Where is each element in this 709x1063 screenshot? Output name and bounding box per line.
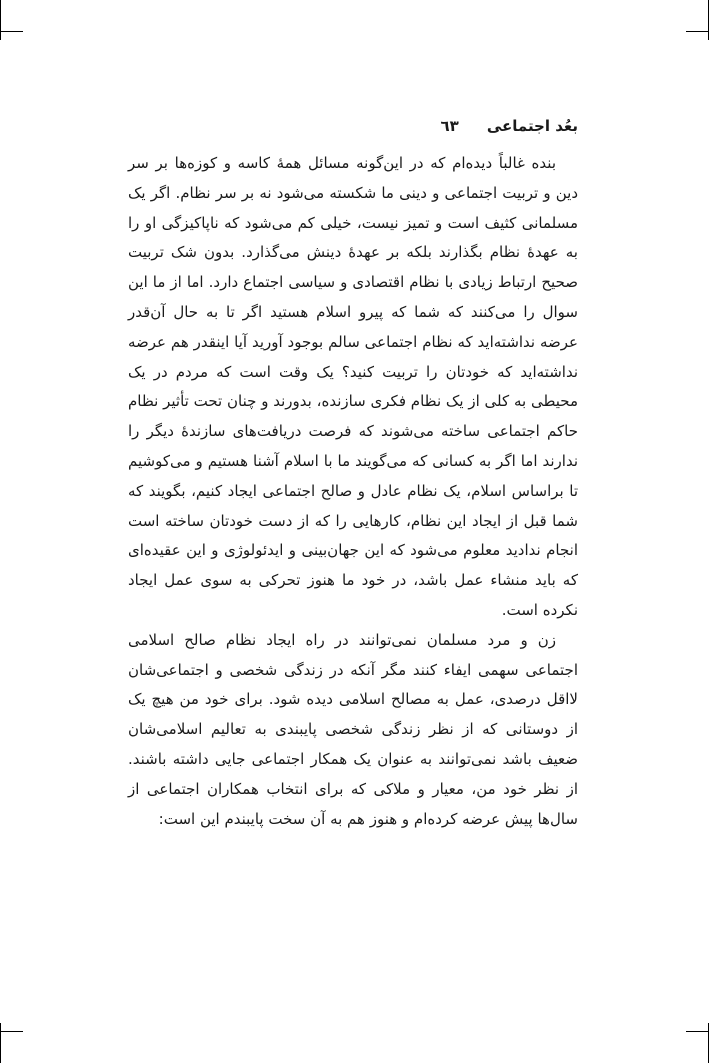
page-body: [128, 149, 578, 834]
crop-mark-bottom-left-horizontal: [0, 1031, 23, 1032]
crop-mark-top-right-horizontal: [686, 31, 709, 32]
crop-mark-top-left-horizontal: [0, 31, 23, 32]
paragraph-1: بنده غالباً دیده‌ام که در این‌گونه مسائل همهٔ کاسه و کوزه‌ها بر سر دین و تربیت اجتماعی و دینی ما شکسته می‌شود نه بر سر نظام. اگر یک مسلمانی کثیف است و تمیز نیست، خیلی کم می‌شود که ناپاکیزگی او را به عهدهٔ نظام بگذارند بلکه بر عهدهٔ دینش می‌گذارد. بدون شک تربیت صحیح ارتباط زیادی با نظام اقتصادی و سیاسی اجتماع دارد. اما از ما این سوال را می‌کنند که شما که پیرو اسلام هستید اگر تا به حال آن‌قدر عرضه نداشته‌اید که نظام اجتماعی سالم بوجود آورید آیا اینقدر هم عرضه نداشته‌اید که خودتان را تربیت کنید؟ یک وقت است که مردم در یک محیطی به کلی از یک نظام فکری سازنده، بدورند و چنان تحت تأثیر نظام حاکم اجتماعی ساخته می‌شوند که فرصت دریافت‌های سازندهٔ دیگر را ندارند اما اگر به کسانی که می‌گویند ما با اسلام آشنا هستیم و می‌کوشیم تا براساس اسلام، یک نظام عادل و صالح اجتماعی ایجاد کنیم، بگویند که شما قبل از ایجاد این نظام، کارهایی را که از دست خودتان ساخته است انجام ندادید معلوم می‌شود که این جهان‌بینی و ایدئولوژی و این عقیده‌ای که باید منشاء عمل باشد، در خود ما هنوز تحرکی به سوی عمل ایجاد نکرده است.: [128, 154, 578, 619]
crop-mark-top-left-vertical: [0, 0, 1, 40]
running-header: [128, 114, 578, 138]
crop-mark-bottom-left-vertical: [0, 1023, 1, 1063]
chapter-title: بعُد اجتماعی: [486, 117, 578, 135]
crop-mark-bottom-right-horizontal: [686, 1031, 709, 1032]
page-number: ٦٣: [440, 117, 459, 135]
paragraph-2: زن و مرد مسلمان نمی‌توانند در راه ایجاد نظام صالح اسلامی اجتماعی سهمی ایفاء کنند مگر آنکه در زندگی شخصی و اجتماعی‌شان لااقل درصدی، عمل به مصالح اسلامی دیده شود. برای خود من هیچ یک از دوستانی که از نظر زندگی شخصی پایبندی به تعالیم اسلامی‌شان ضعیف باشد نمی‌توانند به عنوان یک همکار اجتماعی جایی داشته باشند. از نظر خود من، معیار و ملاکی که برای انتخاب همکاران اجتماعی از سال‌ها پیش عرضه کرده‌ام و هنوز هم به آن سخت پایبندم این است:: [128, 630, 578, 828]
